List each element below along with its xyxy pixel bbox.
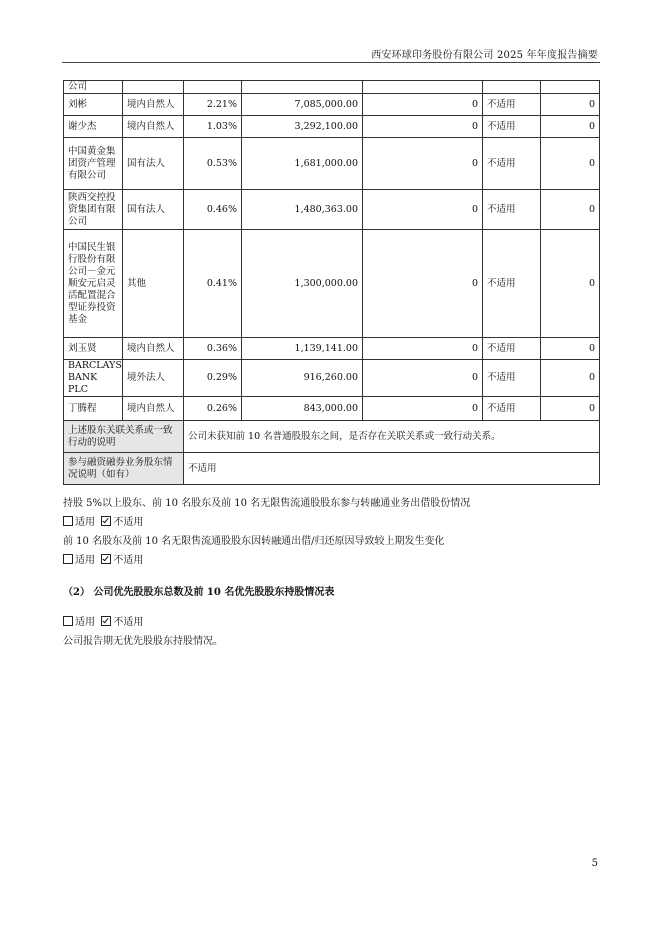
table-row	[64, 397, 600, 421]
cell-shareholder-nature: 国有法人	[123, 190, 184, 230]
section-heading: （2） 公司优先股股东总数及前 10 名优先股股东持股情况表	[63, 587, 335, 598]
cell-holding-ratio: 1.03%	[184, 116, 242, 138]
cell-pledge-quantity: 0	[541, 116, 600, 138]
cell-shareholder-name: 中国黄金集团资产管理有限公司	[64, 138, 123, 190]
cell-holding-ratio: 0.29%	[184, 360, 242, 397]
table-row	[64, 338, 600, 360]
lending-options	[63, 516, 143, 530]
cell-shareholder-nature: 境内自然人	[123, 116, 184, 138]
checkbox-unchecked-icon	[63, 616, 73, 626]
cell-holding-ratio: 2.21%	[184, 94, 242, 116]
table-row	[64, 138, 600, 190]
checkbox-unchecked-icon	[63, 554, 73, 564]
header-divider	[62, 62, 600, 63]
checkbox-unchecked-icon	[63, 516, 73, 526]
cell-share-count: 1,300,000.00	[242, 230, 363, 338]
cell-restricted-shares: 0	[363, 116, 483, 138]
cell-pledge-status: 不适用	[483, 94, 541, 116]
cell-restricted-shares: 0	[363, 230, 483, 338]
option-applicable: 适用	[75, 517, 95, 528]
cell-restricted-shares: 0	[363, 360, 483, 397]
checkbox-checked-icon	[101, 616, 111, 626]
cell-shareholder-nature: 境内自然人	[123, 338, 184, 360]
cell-share-count: 843,000.00	[242, 397, 363, 421]
cell-pledge-quantity: 0	[541, 230, 600, 338]
table-row	[64, 94, 600, 116]
cell-pledge-quantity: 0	[541, 190, 600, 230]
cell-pledge-status: 不适用	[483, 360, 541, 397]
option-not-applicable: 不适用	[113, 617, 144, 628]
cell-pledge-quantity: 0	[541, 338, 600, 360]
cell-shareholder-nature: 其他	[123, 230, 184, 338]
cell-holding-ratio: 0.26%	[184, 397, 242, 421]
cell-share-count: 1,681,000.00	[242, 138, 363, 190]
cell-shareholder-name: 中国民生银行股份有限公司－金元顺安元启灵活配置混合型证券投资基金	[64, 230, 123, 338]
shareholders-table	[63, 80, 600, 485]
note-label: 上述股东关联关系或一致行动的说明	[64, 421, 184, 453]
table-row	[64, 230, 600, 338]
cell-shareholder-name: 刘彬	[64, 94, 123, 116]
cell-share-count: 1,480,363.00	[242, 190, 363, 230]
cell-shareholder-name: BARCLAYS BANK PLC	[64, 360, 123, 397]
change-options	[63, 554, 143, 568]
cell-restricted-shares: 0	[363, 94, 483, 116]
lending-paragraph: 持股 5%以上股东、前 10 名股东及前 10 名无限售流通股股东参与转融通业务出借股份情况	[63, 498, 471, 509]
cell-pledge-quantity: 0	[541, 138, 600, 190]
cell-shareholder-name: 谢少杰	[64, 116, 123, 138]
option-not-applicable: 不适用	[113, 555, 144, 566]
note-text: 不适用	[184, 453, 600, 485]
cell-share-count: 1,139,141.00	[242, 338, 363, 360]
cell-pledge-status: 不适用	[483, 230, 541, 338]
cell-shareholder-name: 丁腾程	[64, 397, 123, 421]
cell-pledge-status: 不适用	[483, 338, 541, 360]
report-header-title: 西安环球印务股份有限公司 2025 年年度报告摘要	[371, 50, 598, 61]
relation-note-row	[64, 421, 600, 453]
cell-restricted-shares: 0	[363, 338, 483, 360]
cell-share-count: 7,085,000.00	[242, 94, 363, 116]
note-text: 公司未获知前 10 名普通股股东之间，是否存在关联关系或一致行动关系。	[184, 421, 600, 453]
cell-restricted-shares: 0	[363, 397, 483, 421]
cell-name: 公司	[64, 81, 123, 94]
cell-holding-ratio: 0.36%	[184, 338, 242, 360]
table-row-continuation	[64, 81, 600, 94]
checkbox-checked-icon	[101, 554, 111, 564]
cell-restricted-shares: 0	[363, 190, 483, 230]
cell-holding-ratio: 0.41%	[184, 230, 242, 338]
note-label: 参与融资融券业务股东情况说明（如有）	[64, 453, 184, 485]
cell-shareholder-nature: 境外法人	[123, 360, 184, 397]
preferred-statement: 公司报告期无优先股股东持股情况。	[63, 636, 223, 647]
table-row	[64, 116, 600, 138]
page-number: 5	[591, 858, 598, 869]
cell-shareholder-name: 陕西交控投资集团有限公司	[64, 190, 123, 230]
checkbox-checked-icon	[101, 516, 111, 526]
cell-shareholder-nature: 境内自然人	[123, 94, 184, 116]
cell-holding-ratio: 0.46%	[184, 190, 242, 230]
cell-pledge-quantity: 0	[541, 397, 600, 421]
change-paragraph: 前 10 名股东及前 10 名无限售流通股股东因转融通出借/归还原因导致较上期发生变化	[63, 536, 445, 547]
cell-shareholder-name: 刘玉贤	[64, 338, 123, 360]
cell-pledge-quantity: 0	[541, 360, 600, 397]
option-applicable: 适用	[75, 555, 95, 566]
cell-shareholder-nature: 境内自然人	[123, 397, 184, 421]
cell-pledge-status: 不适用	[483, 116, 541, 138]
cell-restricted-shares: 0	[363, 138, 483, 190]
cell-pledge-status: 不适用	[483, 190, 541, 230]
table-row	[64, 360, 600, 397]
cell-pledge-status: 不适用	[483, 397, 541, 421]
cell-holding-ratio: 0.53%	[184, 138, 242, 190]
cell-pledge-quantity: 0	[541, 94, 600, 116]
option-not-applicable: 不适用	[113, 517, 144, 528]
preferred-options	[63, 616, 143, 630]
margin-note-row	[64, 453, 600, 485]
cell-shareholder-nature: 国有法人	[123, 138, 184, 190]
cell-share-count: 3,292,100.00	[242, 116, 363, 138]
option-applicable: 适用	[75, 617, 95, 628]
cell-pledge-status: 不适用	[483, 138, 541, 190]
cell-share-count: 916,260.00	[242, 360, 363, 397]
table-row	[64, 190, 600, 230]
